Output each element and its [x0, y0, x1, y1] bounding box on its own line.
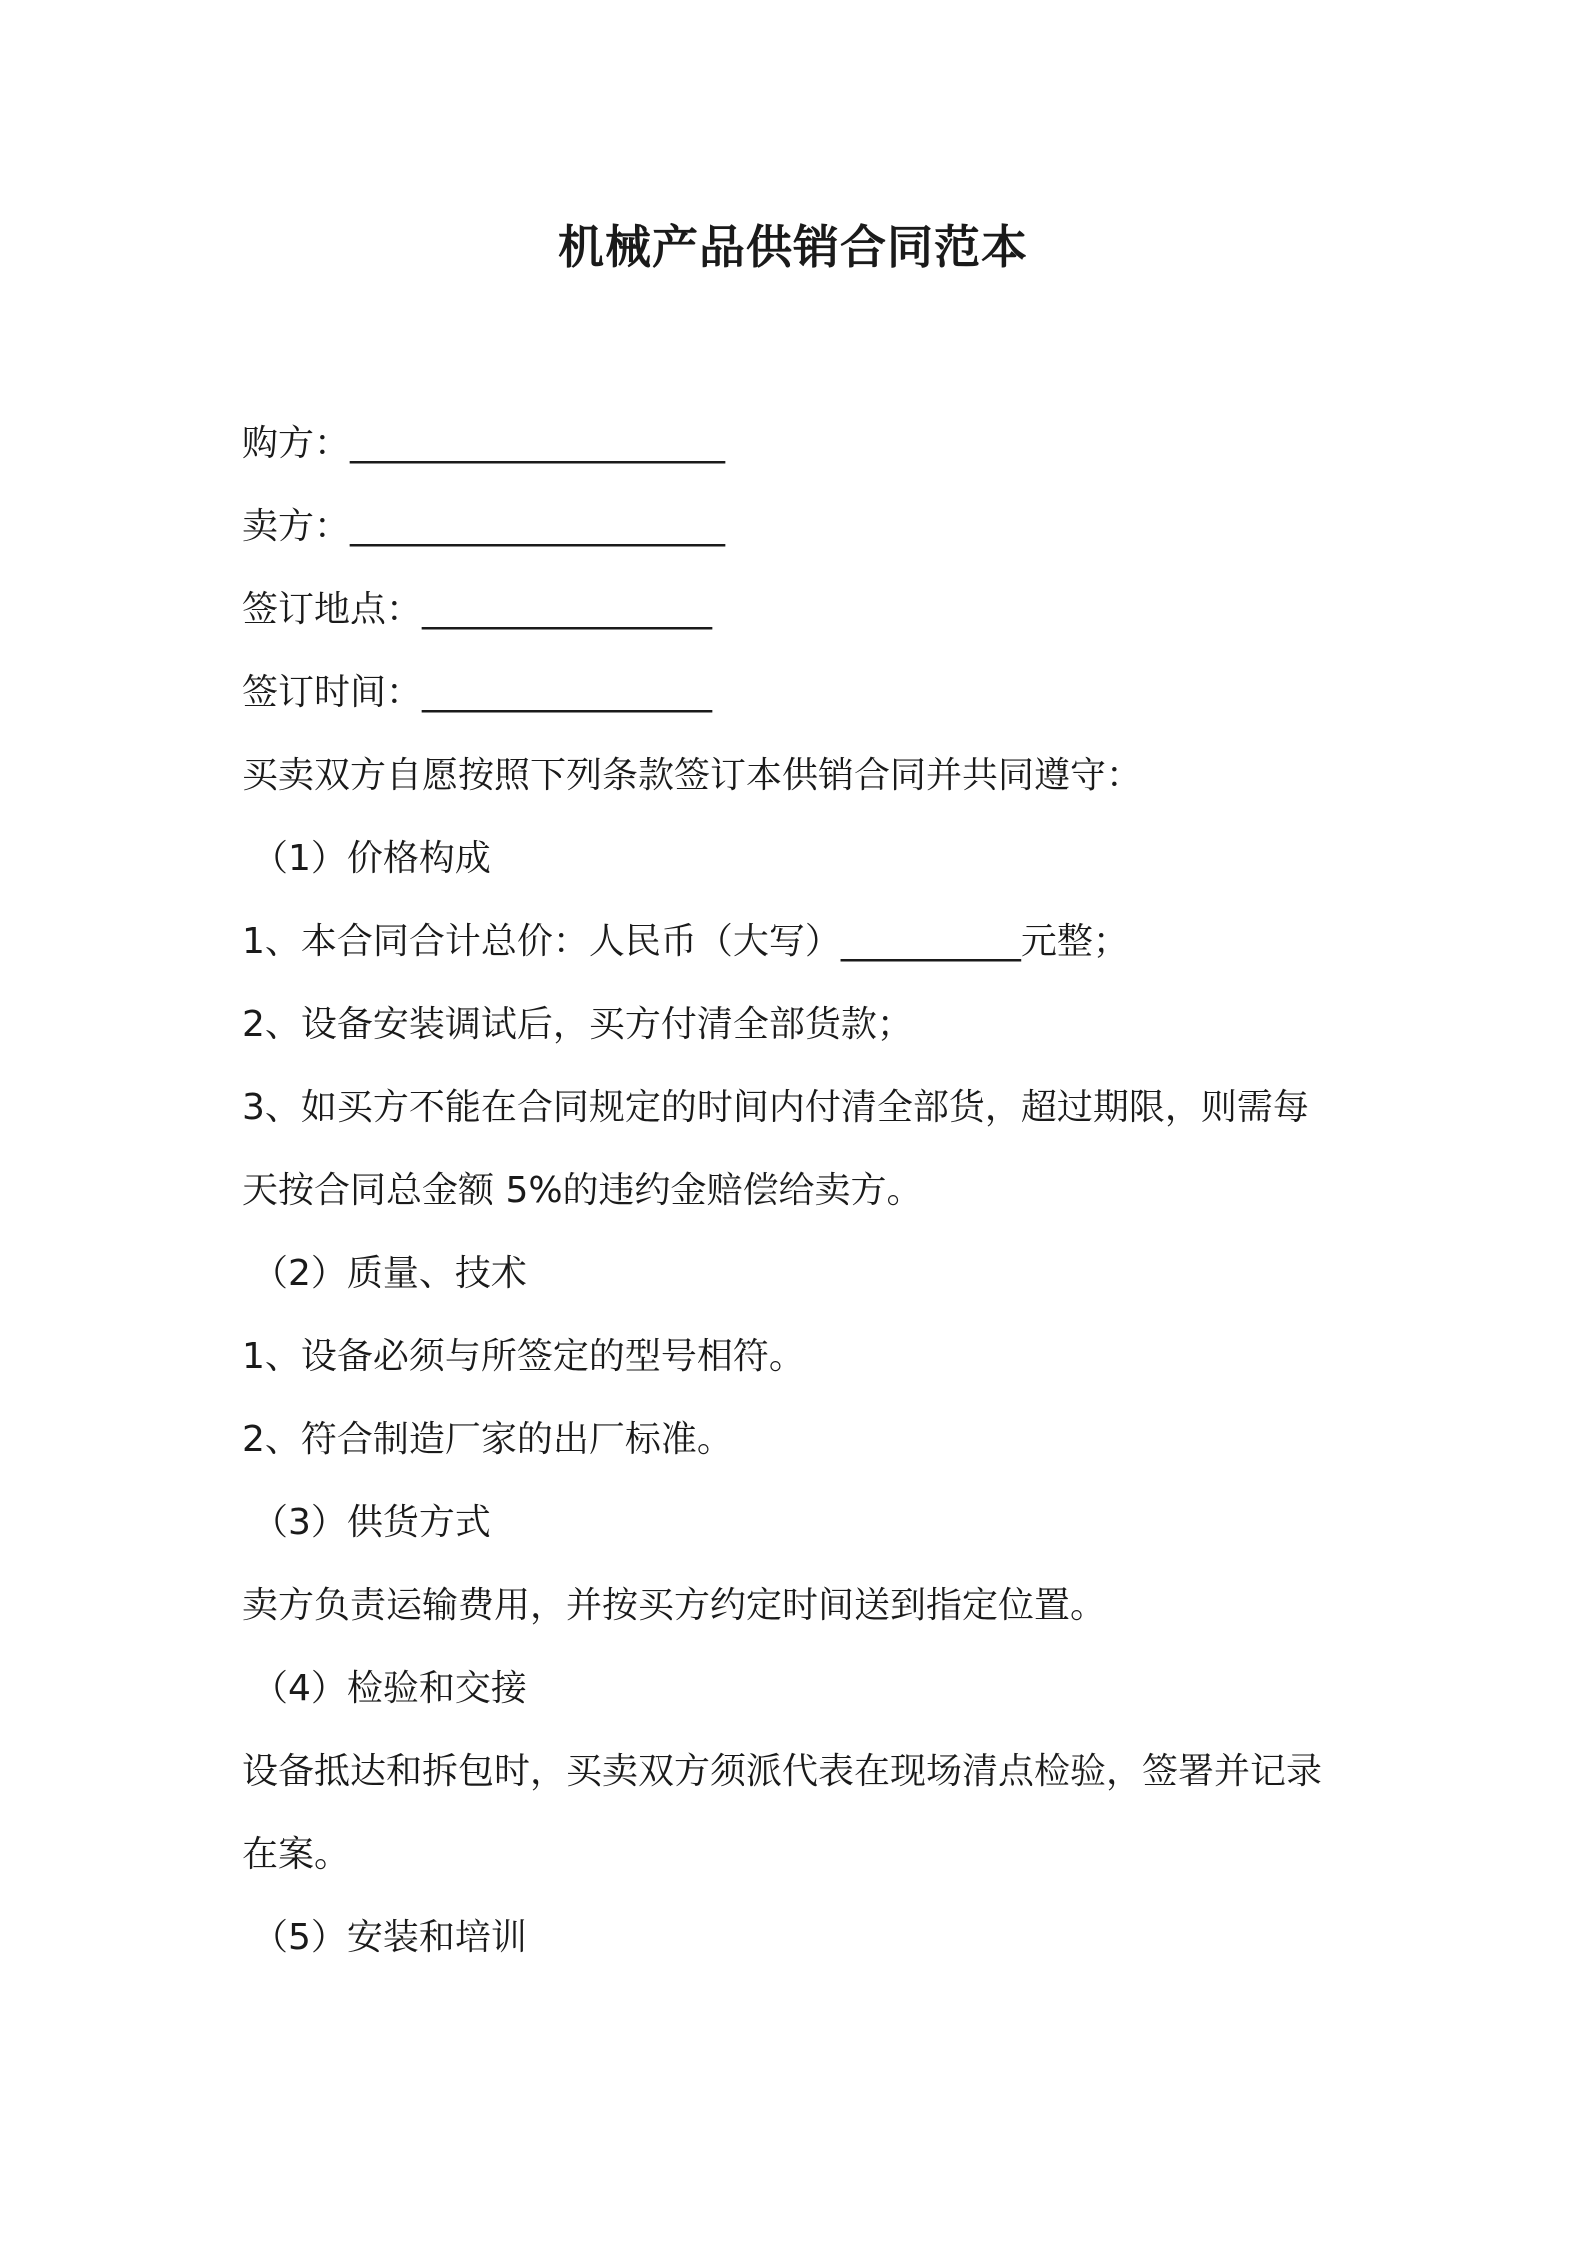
clause-line: 2、符合制造厂家的出厂标准。	[242, 1419, 733, 1460]
section-heading-quality: （2）质量、技术	[252, 1253, 527, 1294]
field-buyer	[242, 402, 1362, 485]
clause-line: 卖方负责运输费用，并按买方约定时间送到指定位置。	[242, 1585, 1107, 1626]
clause-line: 1、设备必须与所签定的型号相符。	[242, 1336, 805, 1377]
section-heading-installation: （5）安装和培训	[252, 1917, 527, 1958]
field-blank: ______________________	[350, 423, 725, 464]
field-label: 签订地点：	[242, 589, 423, 630]
field-blank: ______________________	[350, 506, 725, 547]
field-blank: _________________	[422, 589, 712, 630]
document-body	[242, 402, 1362, 1979]
document-title: 机械产品供销合同范本	[558, 220, 1028, 274]
section-heading-inspection: （4）检验和交接	[252, 1668, 527, 1709]
clause-line: 在案。	[242, 1834, 351, 1875]
field-blank: _________________	[422, 672, 712, 713]
section-heading-price: （1）价格构成	[252, 838, 491, 879]
field-signing-place	[242, 568, 1362, 651]
clause-line: 天按合同总金额 5%的违约金赔偿给卖方。	[242, 1170, 923, 1211]
field-signing-time	[242, 651, 1362, 734]
clause-line: 1、本合同合计总价：人民币（大写）__________元整；	[242, 921, 1129, 962]
field-label: 购方：	[242, 423, 351, 464]
field-label: 签订时间：	[242, 672, 423, 713]
clause-line: 3、如买方不能在合同规定的时间内付清全部货，超过期限，则需每	[242, 1087, 1309, 1128]
field-seller	[242, 485, 1362, 568]
intro-paragraph: 买卖双方自愿按照下列条款签订本供销合同并共同遵守：	[242, 755, 1143, 796]
section-heading-supply: （3）供货方式	[252, 1502, 491, 1543]
clause-line: 设备抵达和拆包时，买卖双方须派代表在现场清点检验，签署并记录	[242, 1751, 1323, 1792]
clause-line: 2、设备安装调试后，买方付清全部货款；	[242, 1004, 913, 1045]
field-label: 卖方：	[242, 506, 351, 547]
